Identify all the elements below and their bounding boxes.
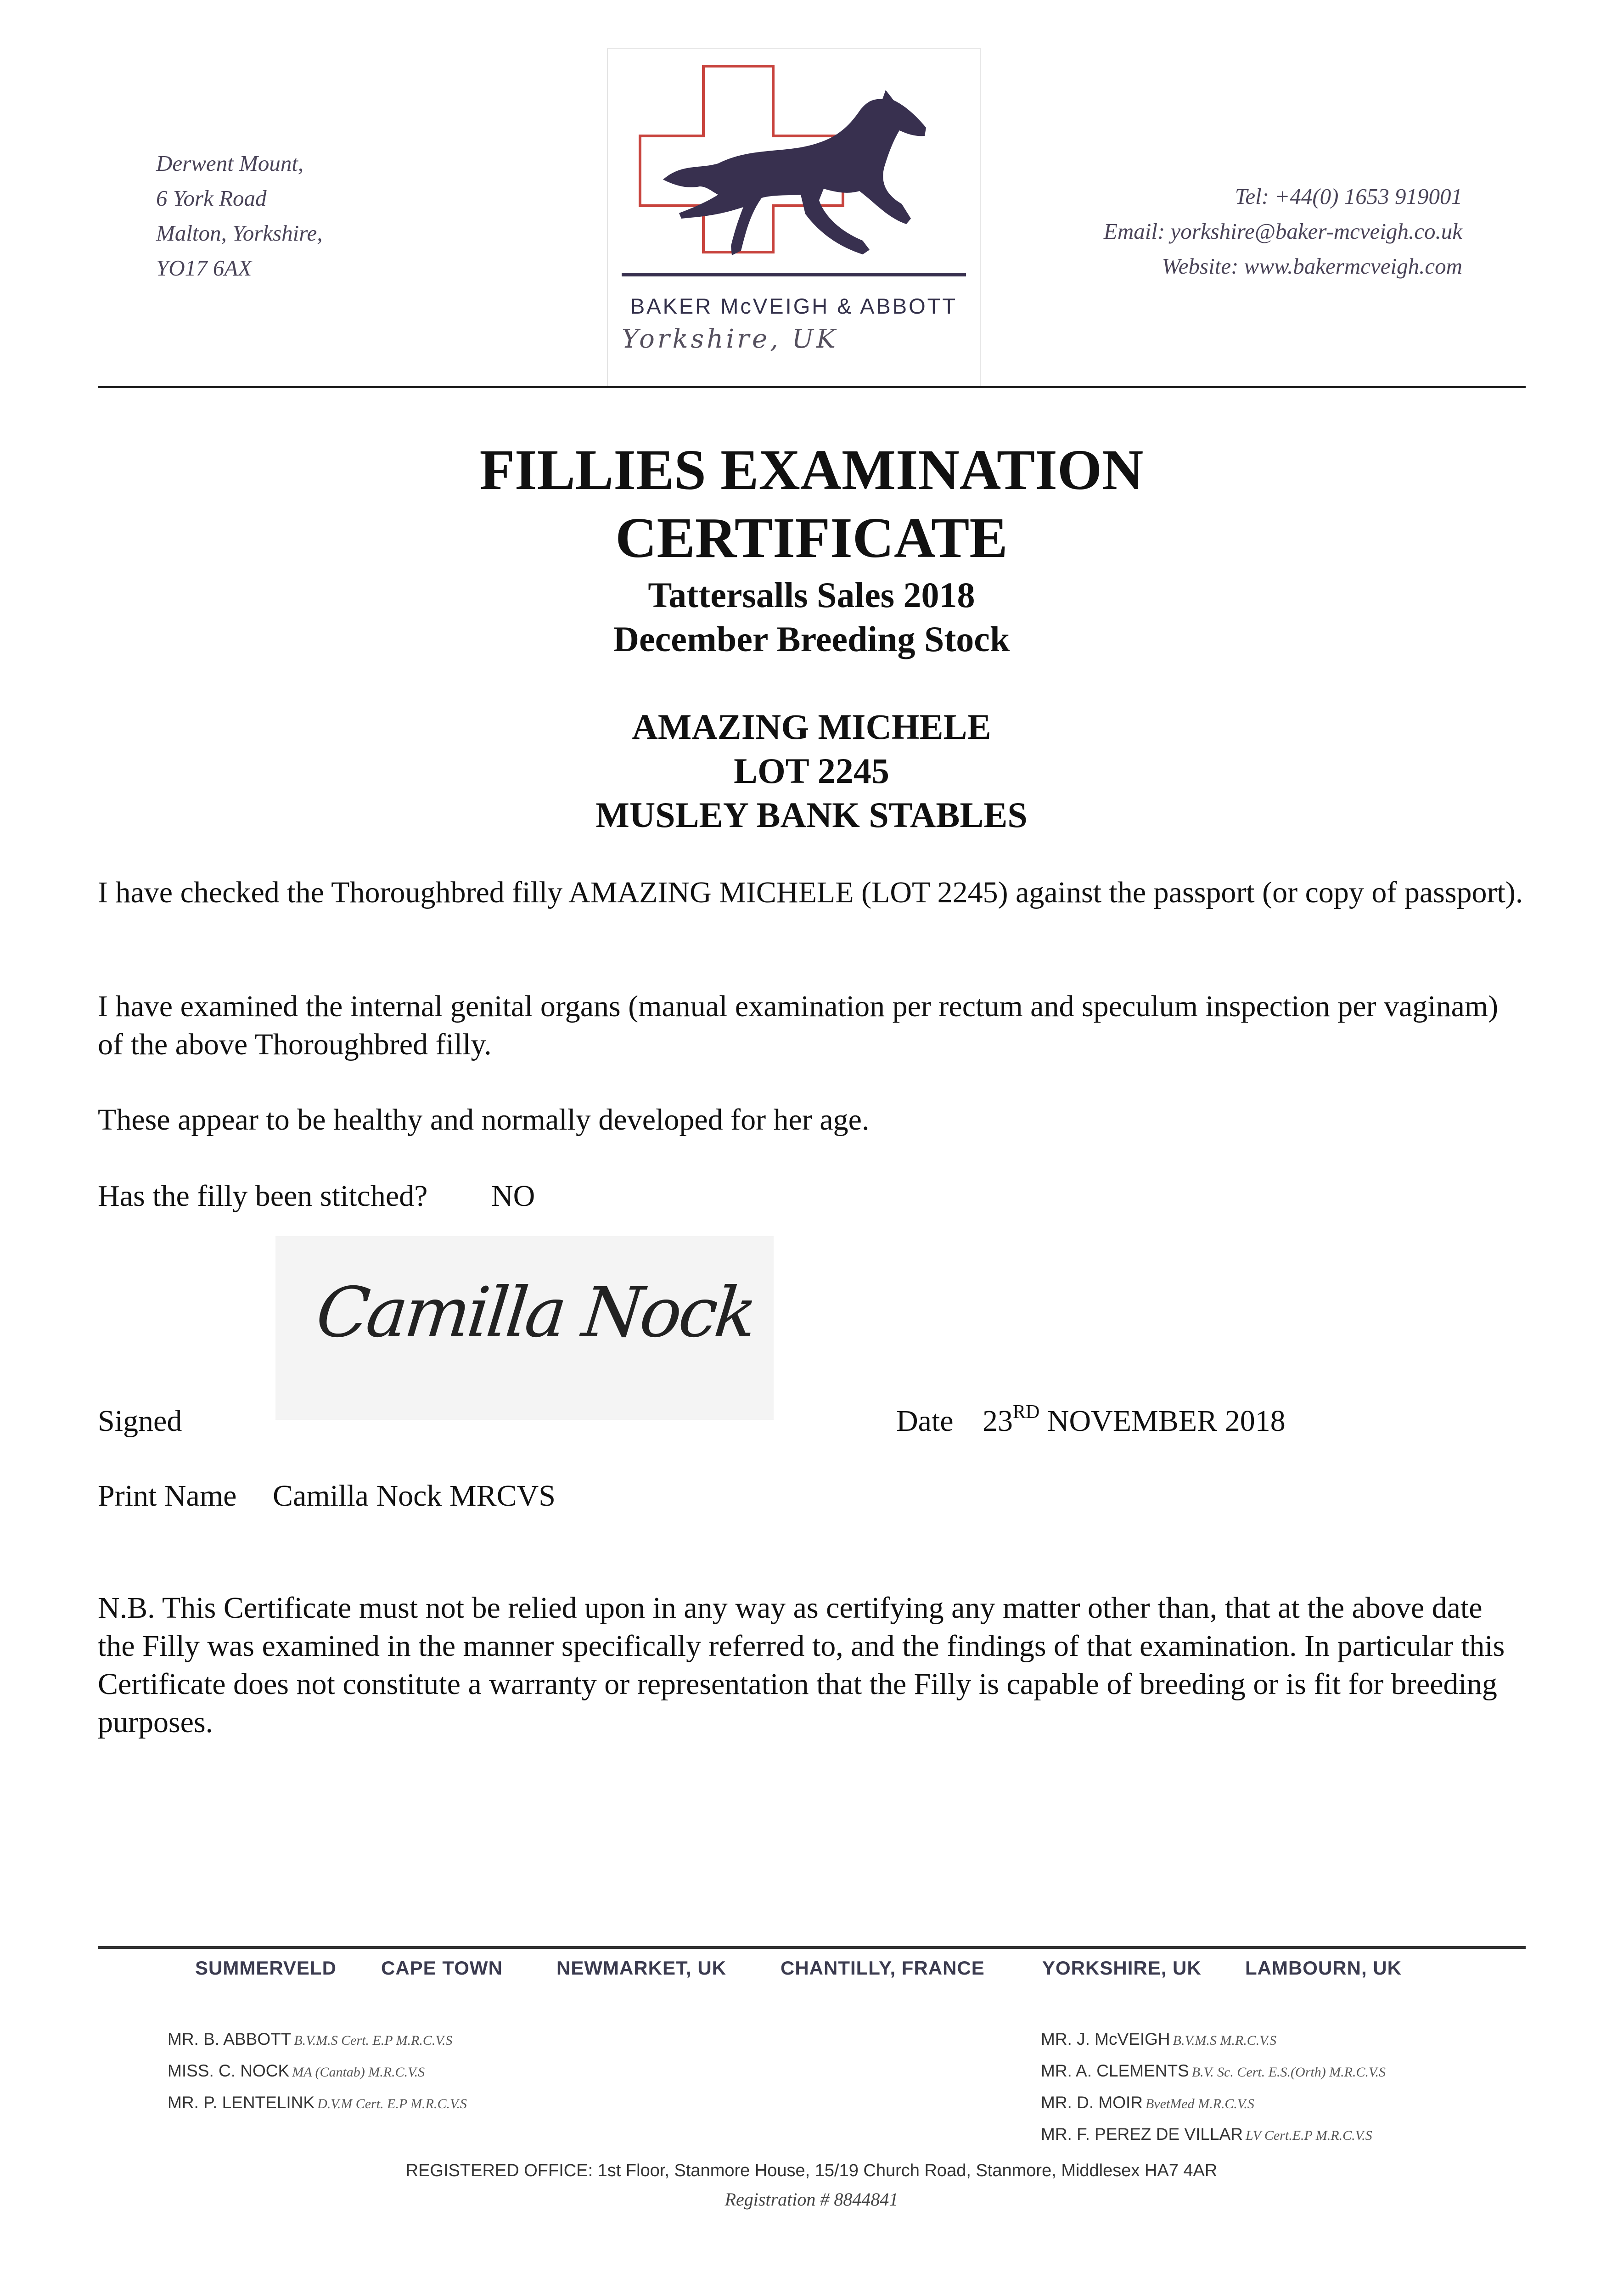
staff-qualifications: B.V.M.S Cert. E.P M.R.C.V.S [294,2033,453,2048]
staff-entry [168,2056,467,2088]
staff-name: MR. F. PEREZ DE VILLAR [1041,2125,1243,2144]
horse-name: AMAZING MICHELE [632,707,991,747]
staff-entry [1041,2024,1386,2056]
staff-entry [1041,2088,1386,2119]
disclaimer-note: N.B. This Certificate must not be relied upon in any way as certifying any matter other than, that at the above date the Filly was examined in the manner specifically referred to, and the findings of that examination. In particular this Certificate does not constitute a warranty or representation that the Filly is capable of breeding or is fit for breeding purposes. [98,1591,1505,1739]
address-line: 6 York Road [156,186,267,211]
registration-number: Registration # 8844841 [724,2189,899,2210]
staff-qualifications: LV Cert.E.P M.R.C.V.S [1246,2128,1372,2143]
contact-email: Email: yorkshire@baker-mcveigh.co.uk [1103,219,1462,244]
logo-firm-name: BAKER McVEIGH & ABBOTT [630,294,958,318]
contact-website: Website: www.bakermcveigh.com [1162,253,1462,279]
footer-divider [98,1946,1526,1949]
passport-check-paragraph: I have checked the Thoroughbred filly AMAZING MICHELE (LOT 2245) against the passport (or copy of passport). [98,876,1523,909]
address-line: Malton, Yorkshire, [156,220,323,246]
staff-list-right [1041,2024,1386,2151]
staff-name: MR. J. McVEIGH [1041,2030,1170,2048]
company-address [156,146,323,286]
staff-qualifications: B.V. Sc. Cert. E.S.(Orth) M.R.C.V.S [1191,2065,1386,2080]
staff-qualifications: MA (Cantab) M.R.C.V.S [292,2065,425,2080]
lot-number: LOT 2245 [734,751,889,791]
date-month-year: NOVEMBER 2018 [1047,1404,1286,1438]
stables-name: MUSLEY BANK STABLES [595,795,1028,835]
staff-qualifications: BvetMed M.R.C.V.S [1145,2096,1254,2111]
staff-entry [1041,2056,1386,2088]
office-location: LAMBOURN, UK [1245,1957,1402,1979]
staff-name: MR. B. ABBOTT [168,2030,292,2048]
sale-name: Tattersalls Sales 2018 [648,575,975,615]
office-location: CAPE TOWN [381,1957,503,1979]
office-location: YORKSHIRE, UK [1042,1957,1202,1979]
office-location: CHANTILLY, FRANCE [781,1957,985,1979]
staff-list-left [168,2024,467,2119]
staff-name: MR. P. LENTELINK [168,2093,315,2112]
signed-label: Signed [98,1404,182,1438]
staff-name: MISS. C. NOCK [168,2061,290,2080]
certificate-title-line2: CERTIFICATE [615,506,1008,570]
address-line: YO17 6AX [156,255,252,281]
findings-paragraph: These appear to be healthy and normally developed for her age. [98,1103,870,1137]
registered-office: REGISTERED OFFICE: 1st Floor, Stanmore House, 15/19 Church Road, Stanmore, Middlesex HA7 4AR [405,2161,1218,2180]
staff-name: MR. A. CLEMENTS [1041,2061,1189,2080]
sale-category: December Breeding Stock [613,619,1010,659]
logo-location: Yorkshire, UK [622,324,838,354]
company-contact [1104,179,1462,284]
staff-qualifications: B.V.M.S M.R.C.V.S [1173,2033,1277,2048]
print-name-label: Print Name [98,1479,237,1513]
date-label: Date [896,1404,954,1438]
certificate-title: FILLIES EXAMINATION [479,439,1144,502]
date-suffix: RD [1013,1401,1040,1423]
signature [275,1236,774,1420]
staff-entry [168,2088,467,2119]
stitched-question: Has the filly been stitched? [98,1179,428,1213]
office-location: NEWMARKET, UK [556,1957,726,1979]
staff-name: MR. D. MOIR [1041,2093,1143,2112]
address-line: Derwent Mount, [156,151,304,176]
date-day: 23 [983,1404,1013,1438]
staff-entry [1041,2119,1386,2151]
company-logo [607,48,981,388]
signature-handwriting: Camilla Nock [312,1273,758,1353]
stitched-answer: NO [491,1179,535,1213]
examination-paragraph: I have examined the internal genital organs (manual examination per rectum and speculum inspection per vaginam) of the above Thoroughbred filly. [98,990,1499,1061]
header-divider [98,386,1526,388]
staff-qualifications: D.V.M Cert. E.P M.R.C.V.S [317,2096,467,2111]
office-location: SUMMERVELD [195,1957,337,1979]
certificate-date [983,1402,1286,1444]
print-name-value: Camilla Nock MRCVS [273,1479,556,1513]
staff-entry [168,2024,467,2056]
contact-phone: Tel: +44(0) 1653 919001 [1235,184,1462,209]
